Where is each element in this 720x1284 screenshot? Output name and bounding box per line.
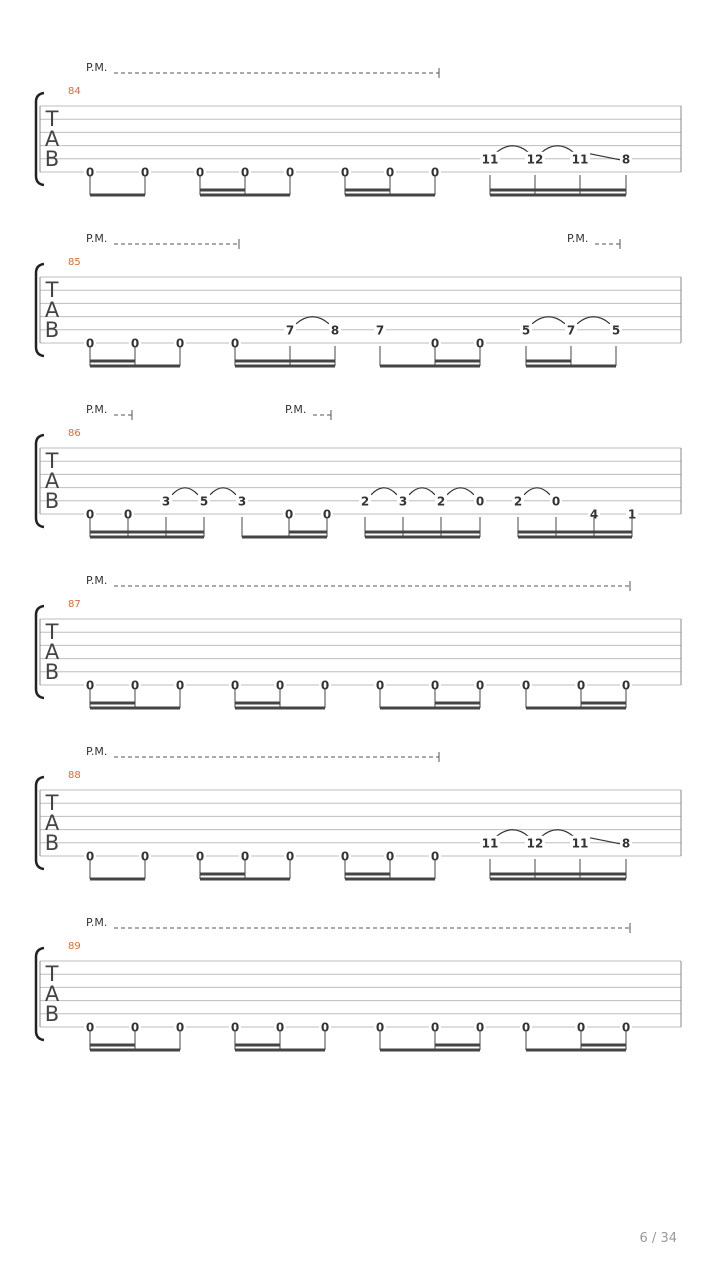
palm-mute-label: P.M.	[567, 232, 589, 245]
fret-number: 0	[275, 678, 285, 693]
tab-clef-b: B	[44, 660, 60, 684]
fret-number: 0	[320, 1020, 330, 1035]
tie-arc	[371, 488, 397, 495]
tab-clef-t: T	[45, 278, 59, 302]
tab-clef-t: T	[45, 620, 59, 644]
fret-number: 0	[475, 494, 485, 509]
tie-arc	[409, 488, 435, 495]
fret-number: 0	[284, 507, 294, 522]
fret-number: 0	[475, 336, 485, 351]
tie-arc	[496, 146, 529, 153]
staff-system	[36, 745, 681, 879]
staff-system	[36, 403, 681, 537]
palm-mute-label: P.M.	[285, 403, 307, 416]
palm-mute-label: P.M.	[86, 403, 108, 416]
fret-number: 0	[551, 494, 561, 509]
tie-arc	[210, 488, 236, 495]
fret-number: 0	[85, 849, 95, 864]
fret-number: 0	[430, 165, 440, 180]
fret-number: 7	[566, 323, 576, 338]
palm-mute-label: P.M.	[86, 232, 108, 245]
fret-number: 0	[340, 849, 350, 864]
fret-number: 0	[175, 336, 185, 351]
tie-arc	[172, 488, 198, 495]
tab-clef-a: A	[44, 469, 60, 493]
tie-arc	[447, 488, 474, 495]
palm-mute-label: P.M.	[86, 745, 108, 758]
staff-system	[36, 61, 681, 195]
bar-number: 84	[68, 86, 81, 97]
fret-number: 12	[526, 836, 544, 851]
fret-number: 0	[85, 1020, 95, 1035]
fret-number: 11	[481, 836, 499, 851]
page-number: 6 / 34	[639, 1231, 677, 1246]
fret-number: 0	[285, 849, 295, 864]
tab-clef-b: B	[44, 318, 60, 342]
fret-number: 0	[521, 678, 531, 693]
fret-number: 0	[123, 507, 133, 522]
fret-number: 0	[621, 1020, 631, 1035]
fret-number: 0	[320, 678, 330, 693]
fret-number: 0	[621, 678, 631, 693]
tie-arc	[296, 317, 329, 324]
fret-number: 0	[375, 678, 385, 693]
fret-number: 0	[175, 678, 185, 693]
fret-number: 0	[385, 849, 395, 864]
fret-number: 0	[385, 165, 395, 180]
tab-clef-t: T	[45, 962, 59, 986]
fret-number: 0	[340, 165, 350, 180]
fret-number: 0	[322, 507, 332, 522]
fret-number: 5	[611, 323, 621, 338]
fret-number: 0	[430, 1020, 440, 1035]
fret-number: 0	[230, 336, 240, 351]
bar-number: 85	[68, 257, 81, 268]
fret-number: 0	[475, 678, 485, 693]
tie-arc	[577, 317, 610, 324]
tab-clef-t: T	[45, 449, 59, 473]
fret-number: 0	[130, 336, 140, 351]
tab-clef-a: A	[44, 298, 60, 322]
fret-number: 0	[85, 678, 95, 693]
tab-clef-b: B	[44, 489, 60, 513]
fret-number: 0	[375, 1020, 385, 1035]
staff-system	[36, 574, 681, 708]
staff-system	[36, 232, 681, 366]
tie-arc	[532, 317, 565, 324]
fret-number: 0	[576, 1020, 586, 1035]
fret-number: 0	[230, 678, 240, 693]
fret-number: 2	[436, 494, 446, 509]
fret-number: 3	[398, 494, 408, 509]
fret-number: 0	[521, 1020, 531, 1035]
fret-number: 12	[526, 152, 544, 167]
tab-clef-b: B	[44, 831, 60, 855]
fret-number: 5	[521, 323, 531, 338]
fret-number: 0	[475, 1020, 485, 1035]
bar-number: 86	[68, 428, 81, 439]
fret-number: 0	[175, 1020, 185, 1035]
fret-number: 2	[360, 494, 370, 509]
fret-number: 0	[140, 165, 150, 180]
fret-number: 0	[195, 849, 205, 864]
tab-clef-a: A	[44, 127, 60, 151]
fret-number: 2	[513, 494, 523, 509]
fret-number: 0	[240, 849, 250, 864]
fret-number: 0	[85, 507, 95, 522]
fret-number: 3	[237, 494, 247, 509]
fret-number: 5	[199, 494, 209, 509]
bar-number: 87	[68, 599, 81, 610]
fret-number: 11	[571, 836, 589, 851]
fret-number: 11	[481, 152, 499, 167]
bar-number: 88	[68, 770, 81, 781]
tab-clef-t: T	[45, 107, 59, 131]
fret-number: 11	[571, 152, 589, 167]
fret-number: 1	[627, 507, 637, 522]
fret-number: 0	[85, 165, 95, 180]
tie-arc	[496, 830, 529, 837]
fret-number: 0	[85, 336, 95, 351]
tie-arc	[541, 146, 574, 153]
fret-number: 4	[589, 507, 599, 522]
fret-number: 0	[230, 1020, 240, 1035]
fret-number: 0	[576, 678, 586, 693]
tab-clef-a: A	[44, 982, 60, 1006]
fret-number: 0	[240, 165, 250, 180]
staff-system	[36, 916, 681, 1050]
tab-clef-b: B	[44, 1002, 60, 1026]
fret-number: 0	[275, 1020, 285, 1035]
palm-mute-label: P.M.	[86, 574, 108, 587]
tie-arc	[524, 488, 550, 495]
fret-number: 0	[430, 678, 440, 693]
fret-number: 0	[430, 336, 440, 351]
tab-clef-t: T	[45, 791, 59, 815]
fret-number: 8	[621, 152, 631, 167]
tab-clef-a: A	[44, 640, 60, 664]
fret-number: 8	[621, 836, 631, 851]
fret-number: 0	[130, 1020, 140, 1035]
fret-number: 7	[285, 323, 295, 338]
fret-number: 8	[330, 323, 340, 338]
fret-number: 0	[140, 849, 150, 864]
fret-number: 3	[161, 494, 171, 509]
tie-arc	[541, 830, 574, 837]
palm-mute-label: P.M.	[86, 61, 108, 74]
tab-clef-b: B	[44, 147, 60, 171]
fret-number: 0	[195, 165, 205, 180]
fret-number: 0	[430, 849, 440, 864]
fret-number: 7	[375, 323, 385, 338]
palm-mute-label: P.M.	[86, 916, 108, 929]
bar-number: 89	[68, 941, 81, 952]
tab-clef-a: A	[44, 811, 60, 835]
fret-number: 0	[285, 165, 295, 180]
fret-number: 0	[130, 678, 140, 693]
